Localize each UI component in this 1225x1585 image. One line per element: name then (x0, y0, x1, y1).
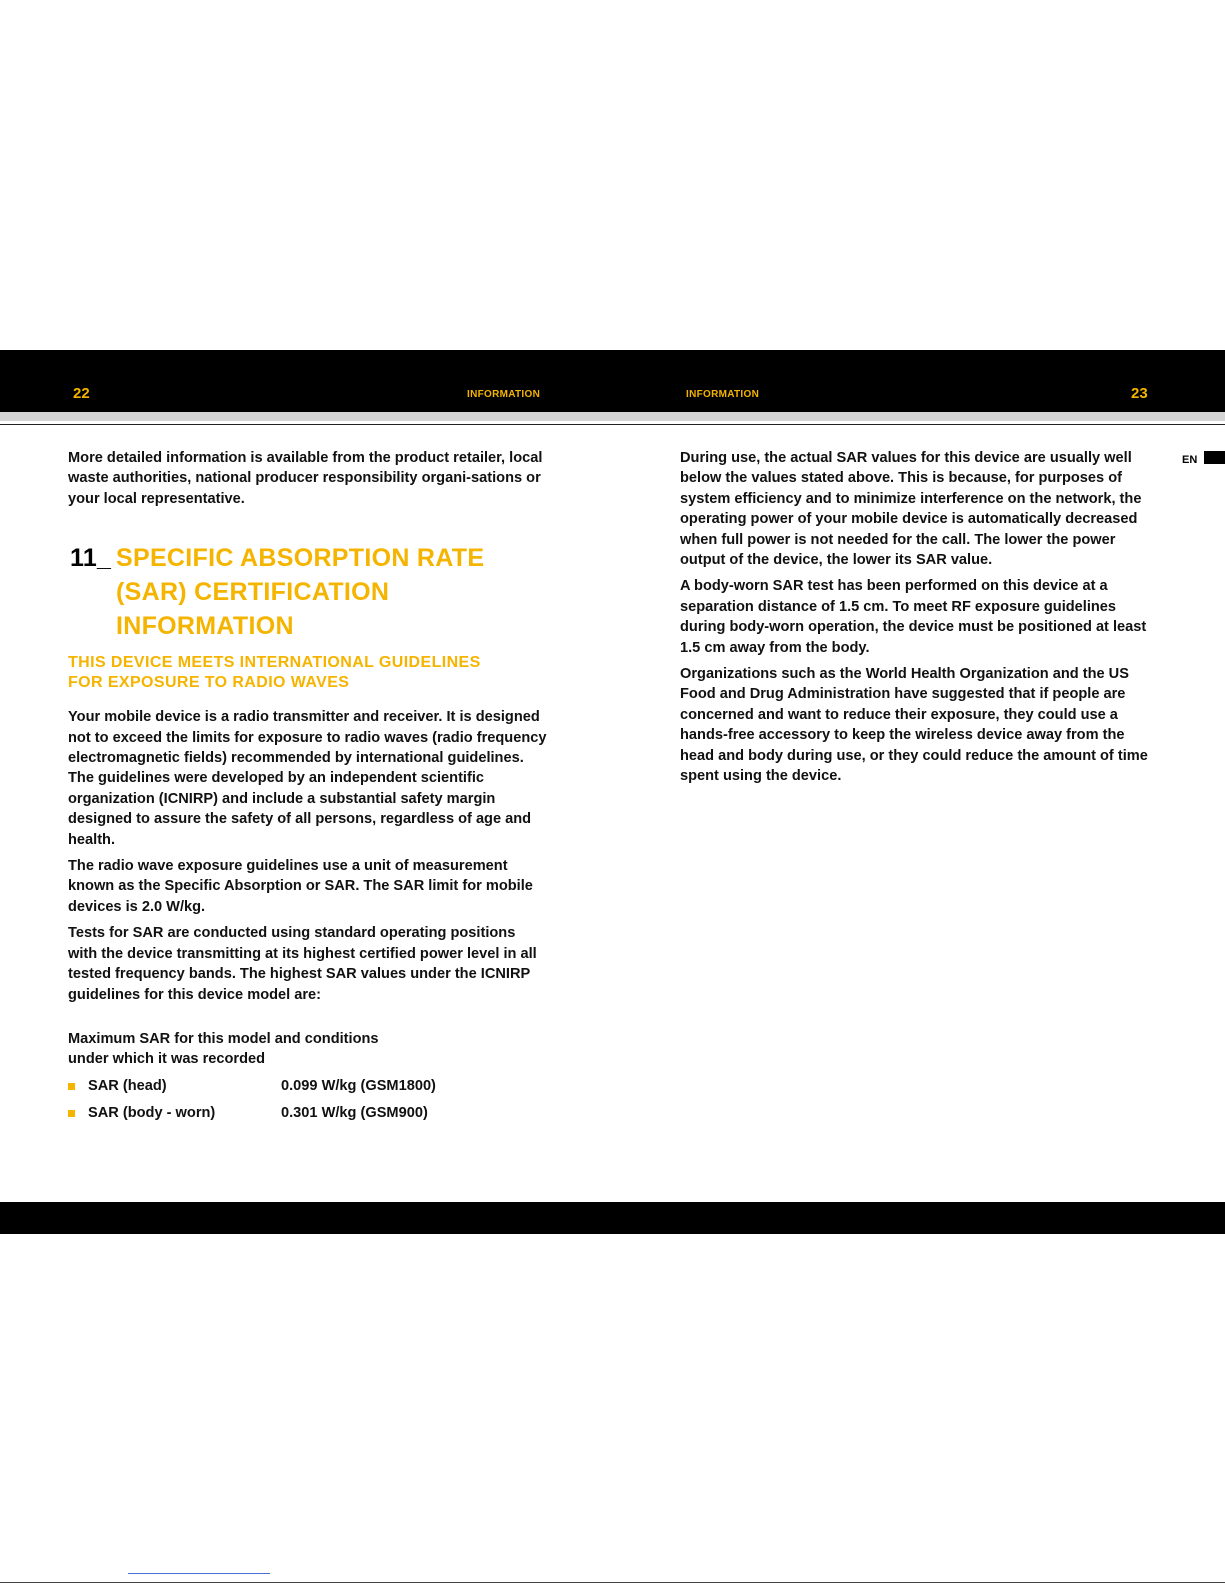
sar-value-item (68, 1076, 548, 1103)
intro-paragraph: More detailed information is available from the product retailer, local waste authorities, national producer responsibility organi-sations or your local representative. (68, 450, 543, 507)
header-divider (0, 424, 1225, 425)
subheading-line: THIS DEVICE MEETS INTERNATIONAL GUIDELINES (68, 654, 481, 672)
body-paragraph: Organizations such as the World Health Organization and the US Food and Drug Administration have suggested that if people are concerned and want to reduce their exposure, they could use a hands-free accessory to keep the wireless device away from the head and body during use, or they could reduce the amount of time spent using the device. (680, 666, 1148, 785)
body-paragraph: Your mobile device is a radio transmitter and receiver. It is designed not to exceed the limits for exposure to radio waves (radio frequency electromagnetic fields) recommended by international guidelines. The guidelines were developed by an independent scientific organization (ICNIRP) and include a substantial safety margin designed to assure the safety of all persons, regardless of age and health. (68, 709, 547, 848)
header-bar (0, 350, 1225, 412)
section-title-line: SPECIFIC ABSORPTION RATE (116, 544, 485, 573)
language-tab-marker (1204, 451, 1225, 464)
sar-label: SAR (head) (88, 1077, 167, 1094)
bottom-rule (0, 1582, 1225, 1583)
subheading (68, 653, 508, 693)
bullet-square-icon (68, 1083, 75, 1090)
bullet-square-icon (68, 1110, 75, 1117)
body-paragraph: A body-worn SAR test has been performed on this device at a separation distance of 1.5 cm. To meet RF exposure guidelines during body-worn operation, the device must be positioned at least 1.5 cm away from the body. (680, 578, 1147, 656)
sar-intro-line: Maximum SAR for this model and conditions (68, 1030, 379, 1047)
subheading-line: FOR EXPOSURE TO RADIO WAVES (68, 674, 350, 692)
sar-intro-line: under which it was recorded (68, 1051, 266, 1068)
sar-value: 0.099 W/kg (GSM1800) (281, 1077, 436, 1094)
sar-values-list (68, 1076, 548, 1130)
left-column (68, 448, 548, 1130)
body-paragraph: Tests for SAR are conducted using standard operating positions with the device transmitting at its highest certified power level in all tested frequency bands. The highest SAR values under the ICNIRP guidelines for this device model are: (68, 925, 537, 1003)
language-tag: EN (1182, 454, 1198, 466)
left-running-head: INFORMATION (467, 389, 541, 400)
section-title-line: (SAR) CERTIFICATION (116, 578, 390, 607)
left-page-number: 22 (73, 385, 90, 402)
footer-bar (0, 1202, 1225, 1234)
body-paragraph: During use, the actual SAR values for this device are usually well below the values stated above. This is because, for purposes of system efficiency and to minimize interference on the network, the operating power of your mobile device is automatically decreased when full power is not needed for the call. The lower the power output of the device, the lower its SAR value. (680, 450, 1142, 569)
section-number: 11_ (70, 544, 112, 573)
section-title-line: INFORMATION (116, 612, 294, 641)
right-page-number: 23 (1131, 385, 1148, 402)
sar-value: 0.301 W/kg (GSM900) (281, 1104, 428, 1121)
body-paragraph: The radio wave exposure guidelines use a unit of measurement known as the Specific Absorption or SAR. The SAR limit for mobile devices is 2.0 W/kg. (68, 858, 533, 915)
sar-value-item (68, 1103, 548, 1130)
link-underline (128, 1573, 270, 1574)
right-column (680, 448, 1160, 793)
sar-label: SAR (body - worn) (88, 1104, 216, 1121)
sar-intro (68, 1029, 548, 1070)
right-running-head: INFORMATION (686, 389, 760, 400)
section-heading (68, 541, 548, 643)
header-grey-rule (0, 412, 1225, 421)
